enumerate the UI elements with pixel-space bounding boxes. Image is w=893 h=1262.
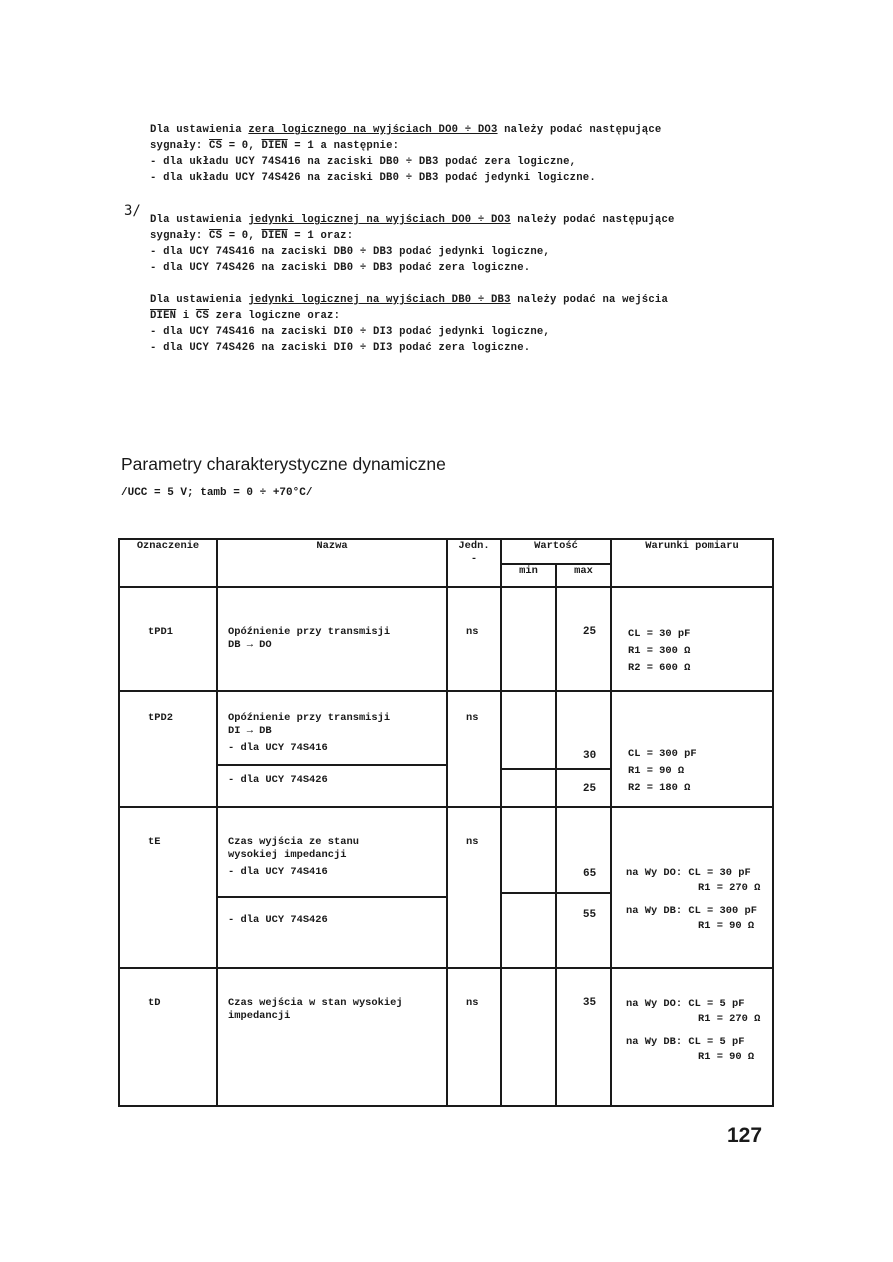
row1-name: Opóźnienie przy transmisji DB → DO (217, 587, 447, 691)
table-header-row (119, 539, 773, 564)
row4-conditions: na Wy DO: CL = 5 pF R1 = 270 Ω na Wy DB: CL = 5 pF R1 = 90 Ω (611, 968, 773, 1106)
row3-name: Czas wyjścia ze stanu wysokiej impedancji - dla UCY 74S416 - dla UCY 74S426 (217, 807, 447, 968)
intro-p3-line2: DIEN i $\overline{CS}$ zera logiczne oraz: (150, 310, 341, 322)
header-unit-label: Jedn. (458, 540, 490, 552)
row4-name: Czas wejścia w stan wysokiej impedancji (217, 968, 447, 1106)
intro-p1-line1: Dla ustawienia zera logicznego na wyjściach DO0 ÷ DO3 należy podać następujące (150, 124, 662, 136)
row4-max: 35 (556, 968, 611, 1106)
row3-conditions: na Wy DO: CL = 30 pF R1 = 270 Ω na Wy DB: CL = 300 pF R1 = 90 Ω (611, 807, 773, 968)
row1-conditions: CL = 30 pF R1 = 300 Ω R2 = 600 Ω (611, 587, 773, 691)
header-min: min (501, 564, 556, 587)
row2-unit: ns (447, 691, 501, 807)
test-conditions: /UCC = 5 V; tamb = 0 ÷ +70°C/ (121, 487, 313, 499)
intro-p3-item2: - dla UCY 74S426 na zaciski DI0 ÷ DI3 podać zera logiczne. (150, 342, 531, 354)
row1-unit: ns (447, 587, 501, 691)
row2-conditions: CL = 300 pF R1 = 90 Ω R2 = 180 Ω (611, 691, 773, 807)
header-value: Wartość (501, 539, 611, 564)
footnote-mark: 3/ (124, 203, 141, 219)
header-name: Nazwa (217, 539, 447, 587)
row4-symbol: tD (119, 968, 217, 1106)
intro-paragraph-2 (150, 212, 675, 276)
row1-symbol: tPD1 (119, 587, 217, 691)
intro-p2-line1: Dla ustawienia jedynki logicznej na wyjściach DO0 ÷ DO3 należy podać następujące (150, 214, 675, 226)
dynamic-parameters-table (118, 538, 774, 1107)
row3-max: 65 55 (556, 807, 611, 968)
row2-min (501, 691, 556, 807)
intro-paragraph-1 (150, 122, 661, 186)
header-unit (447, 539, 501, 587)
intro-p1-line2: sygnały: $\overline{CS} = 0$, DIEN = 1 a następnie: (150, 140, 400, 152)
row3-unit: ns (447, 807, 501, 968)
row1-min (501, 587, 556, 691)
intro-p2-item2: - dla UCY 74S426 na zaciski DB0 ÷ DB3 podać zera logiczne. (150, 262, 531, 274)
intro-paragraph-3 (150, 292, 668, 356)
row3-min (501, 807, 556, 968)
intro-p2-line2: sygnały: $\overline{CS} = 0$, DIEN = 1 oraz: (150, 230, 354, 242)
header-max: max (556, 564, 611, 587)
section-title: Parametry charakterystyczne dynamiczne (121, 454, 446, 474)
row2-symbol: tPD2 (119, 691, 217, 807)
header-symbol: Oznaczenie (119, 539, 217, 587)
row2-max: 30 25 (556, 691, 611, 807)
row3-symbol: tE (119, 807, 217, 968)
header-conditions: Warunki pomiaru (611, 539, 773, 587)
row1-max: 25 (556, 587, 611, 691)
intro-p3-line1: Dla ustawienia jedynki logicznej na wyjściach DB0 ÷ DB3 należy podać na wejścia (150, 294, 669, 306)
page-number: 127 (727, 1124, 763, 1147)
table-row (119, 587, 773, 691)
row4-unit: ns (447, 968, 501, 1106)
table-row (119, 807, 773, 968)
table-row (119, 691, 773, 807)
intro-p1-item2: - dla układu UCY 74S426 na zaciski DB0 ÷ DB3 podać jedynki logiczne. (150, 172, 596, 184)
intro-p2-item1: - dla UCY 74S416 na zaciski DB0 ÷ DB3 podać jedynki logiczne, (150, 246, 550, 258)
table-row (119, 968, 773, 1106)
intro-p3-item1: - dla UCY 74S416 na zaciski DI0 ÷ DI3 podać jedynki logiczne, (150, 326, 550, 338)
row2-name: Opóźnienie przy transmisji DI → DB - dla UCY 74S416 - dla UCY 74S426 (217, 691, 447, 807)
row4-min (501, 968, 556, 1106)
intro-p1-item1: - dla układu UCY 74S416 na zaciski DB0 ÷ DB3 podać zera logiczne, (150, 156, 577, 168)
header-unit-sub: - (470, 553, 478, 565)
